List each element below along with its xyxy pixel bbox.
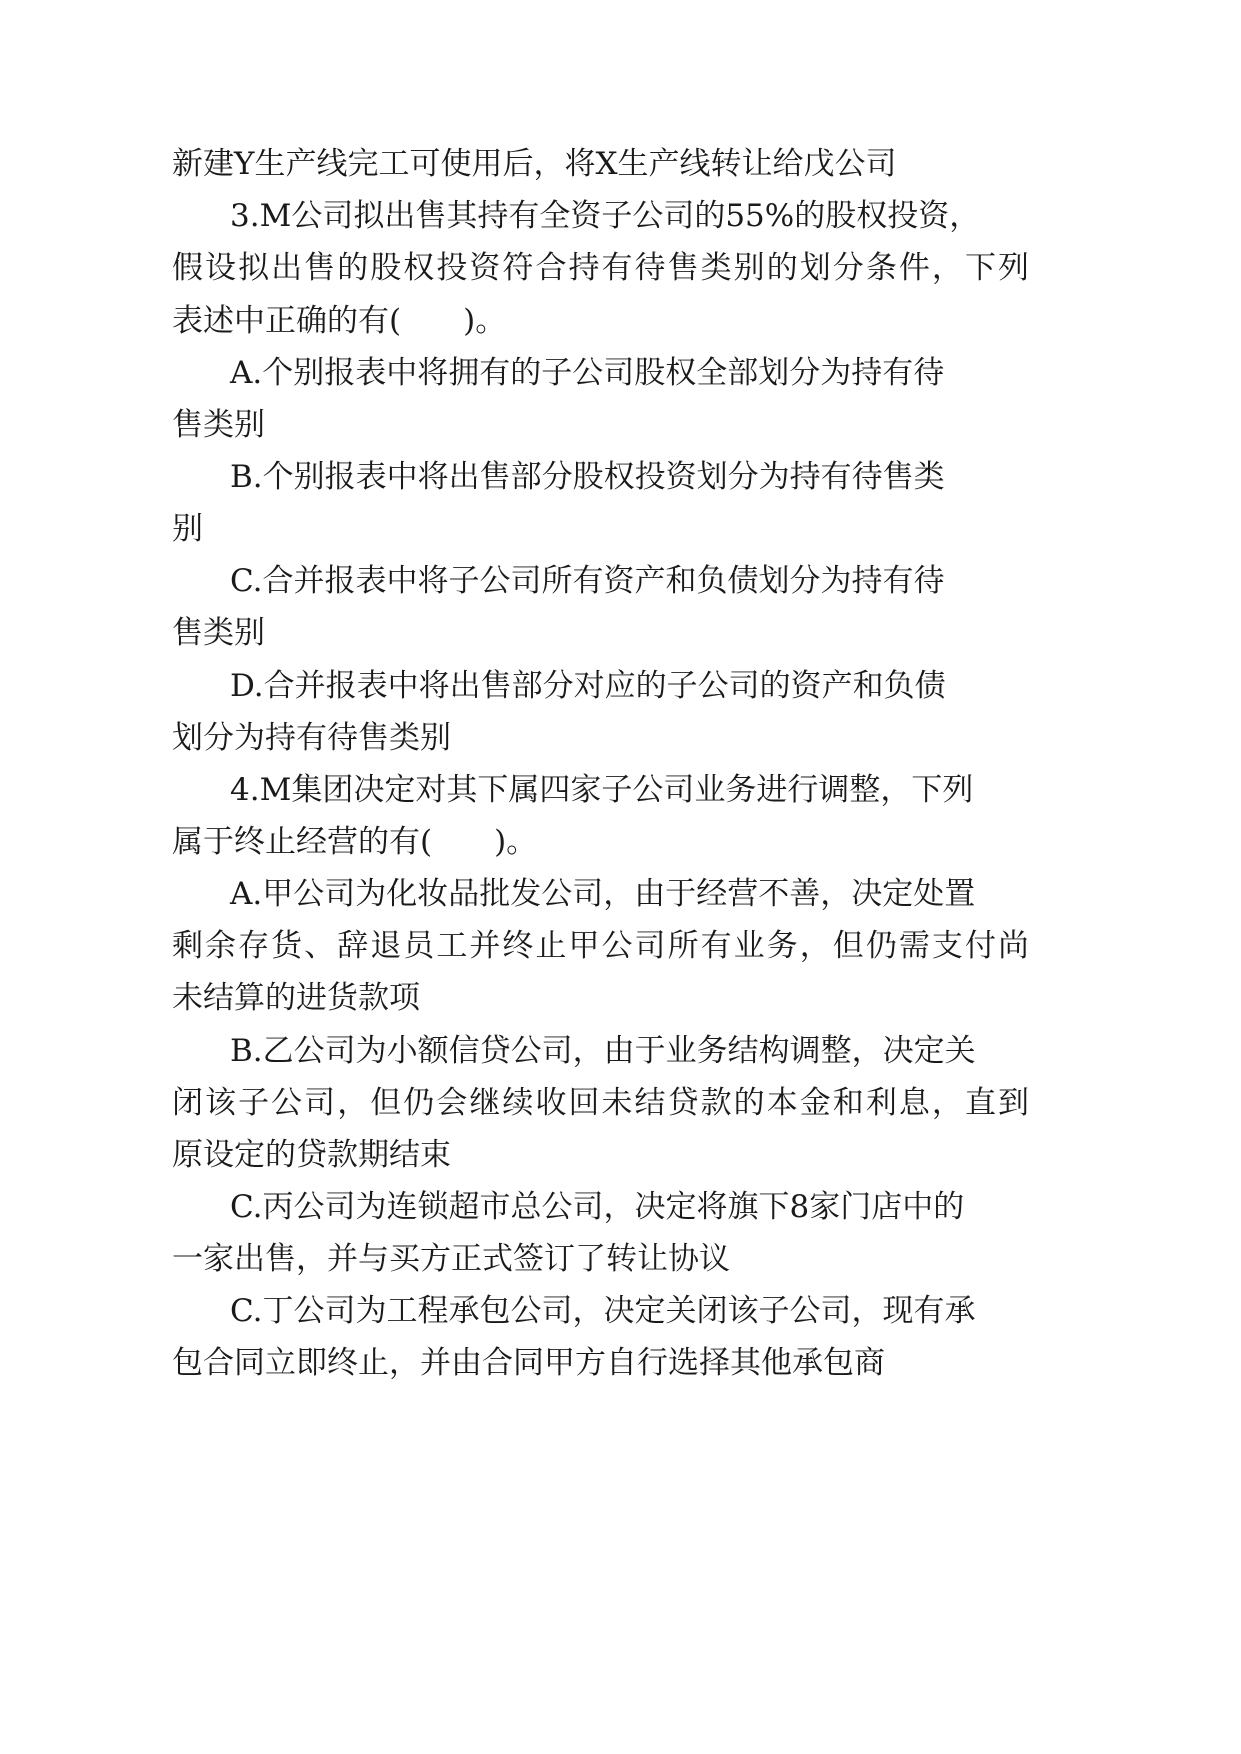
text-line: B.乙公司为小额信贷公司，由于业务结构调整，决定关 <box>230 1033 976 1069</box>
text-line: 3.M公司拟出售其持有全资子公司的55%的股权投资， <box>230 198 981 234</box>
text-line: 原设定的贷款期结束 <box>172 1137 451 1173</box>
text-line: 别 <box>172 511 203 547</box>
text-line: C.丙公司为连锁超市总公司，决定将旗下8家门店中的 <box>230 1189 965 1225</box>
text-line: 售类别 <box>172 407 265 443</box>
text-line: C.丁公司为工程承包公司，决定关闭该子公司，现有承 <box>230 1293 976 1329</box>
text-line: B.个别报表中将出售部分股权投资划分为持有待售类 <box>230 459 945 495</box>
text-line: A.个别报表中将拥有的子公司股权全部划分为持有待 <box>230 355 945 391</box>
text-line: 包合同立即终止，并由合同甲方自行选择其他承包商 <box>172 1345 885 1381</box>
text-line: 闭该子公司，但仍会继续收回未结贷款的本金和利息，直到 <box>172 1085 1029 1121</box>
text-line: 新建Y生产线完工可使用后，将X生产线转让给戊公司 <box>172 146 897 182</box>
text-line: 假设拟出售的股权投资符合持有待售类别的划分条件，下列 <box>172 250 1029 286</box>
text-line: 剩余存货、辞退员工并终止甲公司所有业务，但仍需支付尚 <box>172 928 1029 964</box>
text-line: 一家出售，并与买方正式签订了转让协议 <box>172 1241 730 1277</box>
text-line: 未结算的进货款项 <box>172 980 420 1016</box>
text-line: D.合并报表中将出售部分对应的子公司的资产和负债 <box>230 668 946 704</box>
text-line: 属于终止经营的有( )。 <box>172 824 538 860</box>
text-line: 4.M集团决定对其下属四家子公司业务进行调整，下列 <box>230 772 974 808</box>
text-line: C.合并报表中将子公司所有资产和负债划分为持有待 <box>230 563 945 599</box>
text-line: 售类别 <box>172 615 265 651</box>
text-line: A.甲公司为化妆品批发公司，由于经营不善，决定处置 <box>230 876 976 912</box>
text-line: 划分为持有待售类别 <box>172 720 451 756</box>
text-line: 表述中正确的有( )。 <box>172 303 507 339</box>
